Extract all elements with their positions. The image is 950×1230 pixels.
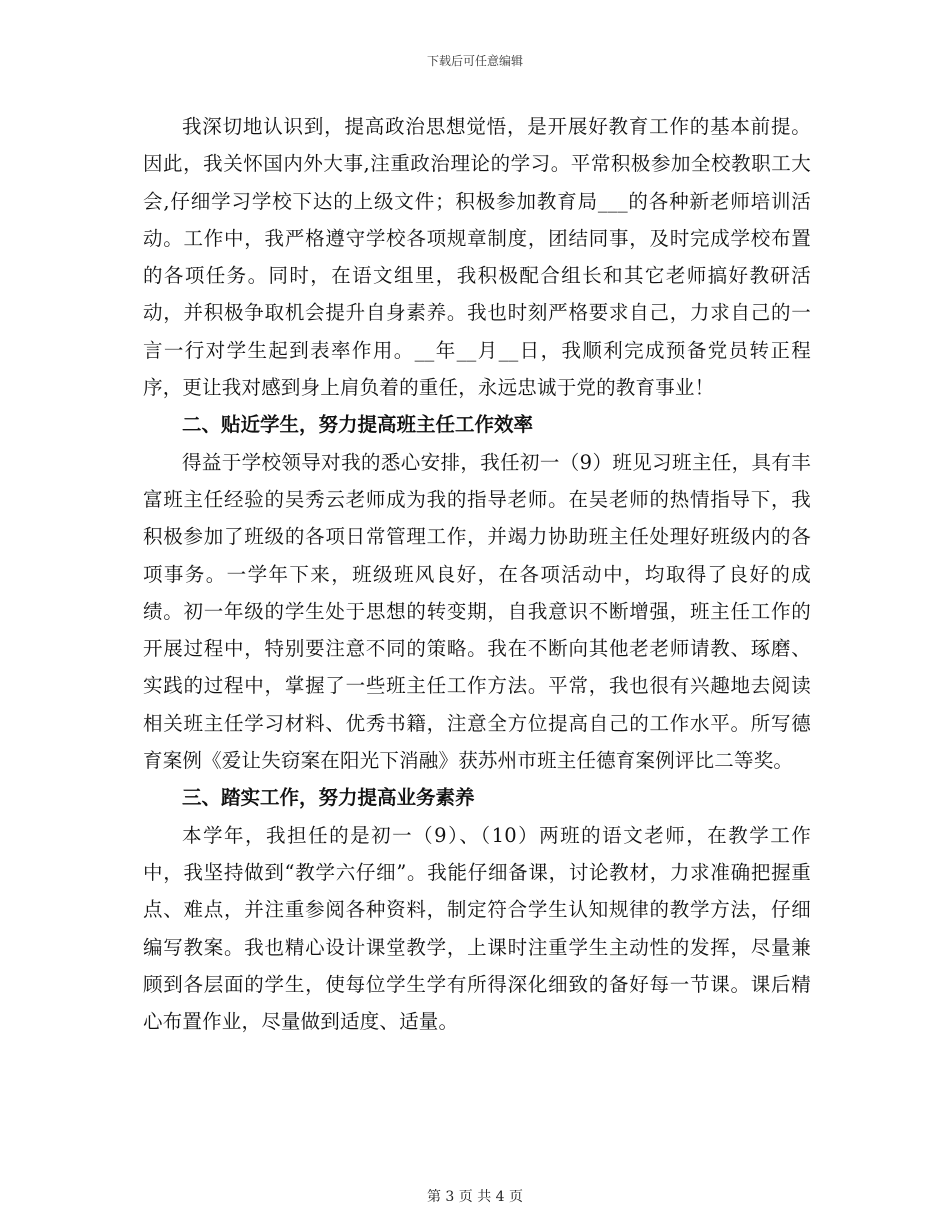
paragraph-political-study: 我深切地认识到，提高政治思想觉悟，是开展好教育工作的基本前提。因此，我关怀国内外大事,注重政治理论的学习。平常积极参加全校教职工大会,仔细学习学校下达的上级文件；积极参加教育局___的各种新老师培训活动。工作中，我严格遵守学校各项规章制度，团结同事，及时完成学校布置的各项任务。同时，在语文组里，我积极配合组长和其它老师搞好教研活动，并积极争取机会提升自身素养。我也时刻严格要求自己，力求自己的一言一行对学生起到表率作用。__年__月__日，我顺利完成预备党员转正程序，更让我对感到身上肩负着的重任，永远忠诚于党的教育事业！: [143, 115, 811, 400]
paragraph-teaching: 本学年，我担任的是初一（9）、（10）两班的语文老师，在教学工作中，我坚持做到“教学六仔细”。我能仔细备课，讨论教材，力求准确把握重点、难点，并注重参阅各种资料，制定符合学生认知规律的教学方法，仔细编写教案。我也精心设计课堂教学，上课时注重学生主动性的发挥，尽量兼顾到各层面的学生，使每位学生学有所得深化细致的备好每一节课。课后精心布置作业，尽量做到适度、适量。: [143, 823, 811, 1034]
document-body: [143, 108, 811, 1040]
page-header: 下载后可任意编辑: [426, 54, 523, 68]
paragraph-class-teacher: 得益于学校领导对我的悉心安排，我任初一（9）班见习班主任，具有丰富班主任经验的吴秀云老师成为我的指导老师。在吴老师的热情指导下，我积极参加了班级的各项日常管理工作，并竭力协助班主任处理好班级内的各项事务。一学年下来，班级班风良好，在各项活动中，均取得了良好的成绩。初一年级的学生处于思想的转变期，自我意识不断增强，班主任工作的开展过程中，特别要注意不同的策略。我在不断向其他老老师请教、琢磨、实践的过程中，掌握了一些班主任工作方法。平常，我也很有兴趣地去阅读相关班主任学习材料、优秀书籍，注意全方位提高自己的工作水平。所写德育案例《爱让失窃案在阳光下消融》获苏州市班主任德育案例评比二等奖。: [143, 450, 811, 773]
page-footer: 第 3 页 共 4 页: [426, 1189, 524, 1205]
section-heading-professional: 三、踏实工作，努力提高业务素养: [182, 786, 475, 810]
section-heading-class-teacher: 二、贴近学生，努力提高班主任工作效率: [182, 413, 534, 437]
